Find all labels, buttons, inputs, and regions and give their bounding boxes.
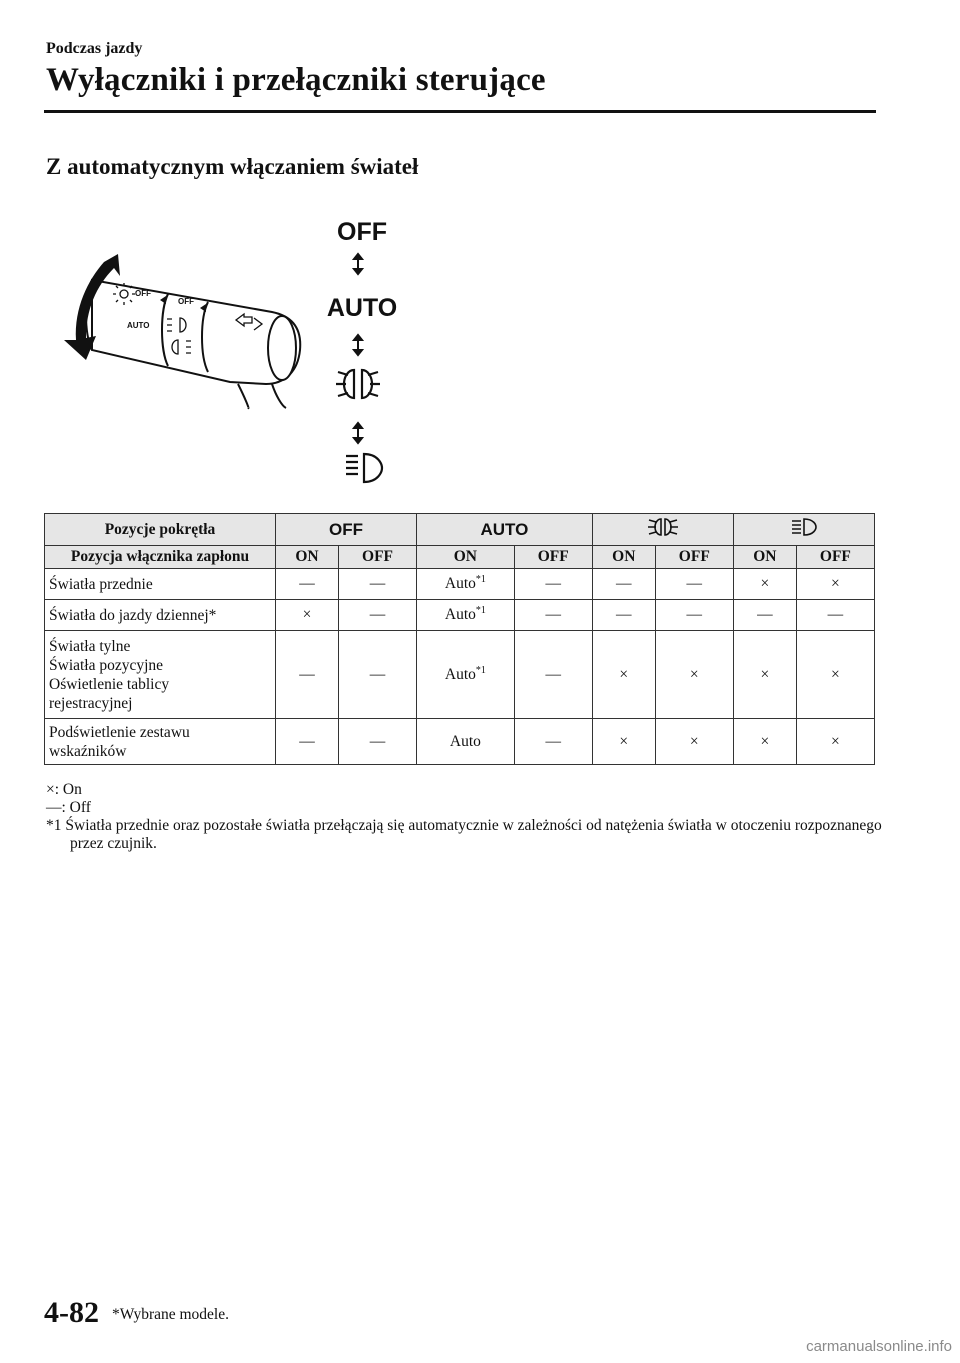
col-headlights <box>733 514 874 546</box>
light-position-table <box>44 513 875 765</box>
legend-off: —: Off <box>46 799 91 816</box>
table-row <box>45 600 875 631</box>
position-off-label: OFF <box>337 218 387 246</box>
cell: — <box>655 569 733 600</box>
table-row <box>45 569 875 600</box>
ignition-state: OFF <box>338 546 416 569</box>
cell: × <box>733 719 796 765</box>
cell: — <box>514 719 592 765</box>
cell: — <box>655 600 733 631</box>
ignition-state: OFF <box>796 546 874 569</box>
cell: — <box>338 631 416 719</box>
table-header-row <box>45 514 875 546</box>
double-arrow-icon <box>354 254 362 274</box>
row-label: Światła do jazdy dziennej* <box>45 600 276 631</box>
table-notes <box>46 781 890 853</box>
headlight-icon <box>789 516 819 538</box>
cell: Auto$^{*1}$ <box>417 569 515 600</box>
cell: Auto <box>417 719 515 765</box>
cell: × <box>592 719 655 765</box>
cell: — <box>338 600 416 631</box>
cell: × <box>733 569 796 600</box>
ignition-state: OFF <box>655 546 733 569</box>
knob-off2-label: OFF <box>178 297 194 306</box>
position-auto-label: AUTO <box>326 294 398 322</box>
legend-on: ×: On <box>46 781 82 798</box>
cell: × <box>655 631 733 719</box>
knob-off-label: OFF <box>135 289 151 298</box>
cell: — <box>796 600 874 631</box>
col-off: OFF <box>276 514 417 546</box>
cell: × <box>796 569 874 600</box>
cell: × <box>733 631 796 719</box>
cell: × <box>276 600 339 631</box>
table-ignition-row <box>45 546 875 569</box>
cell: — <box>592 600 655 631</box>
ignition-state: ON <box>592 546 655 569</box>
cell: — <box>338 569 416 600</box>
page-title: Wyłączniki i przełączniki sterujące <box>46 62 546 98</box>
col-parking-lights <box>592 514 733 546</box>
cell: — <box>514 631 592 719</box>
cell: Auto$^{*1}$ <box>417 600 515 631</box>
parking-lights-icon <box>646 516 680 538</box>
ignition-state: OFF <box>514 546 592 569</box>
knob-positions-header: Pozycje pokrętła <box>45 514 276 546</box>
subheading: Z automatycznym włączaniem świateł <box>46 154 419 179</box>
row-label: Światła tylne Światła pozycyjne Oświetlenie tablicy rejestracyjnej <box>45 631 276 719</box>
cell: — <box>592 569 655 600</box>
cell: × <box>796 719 874 765</box>
cell: — <box>514 600 592 631</box>
cell: — <box>276 719 339 765</box>
cell: × <box>655 719 733 765</box>
cell: Auto$^{*1}$ <box>417 631 515 719</box>
watermark: carmanualsonline.info <box>806 1338 952 1355</box>
ignition-header: Pozycja włącznika zapłonu <box>45 546 276 569</box>
row-label: Światła przednie <box>45 569 276 600</box>
cell: — <box>733 600 796 631</box>
cell: — <box>338 719 416 765</box>
row-label: Podświetlenie zestawu wskaźników <box>45 719 276 765</box>
page-number: 4-82 <box>44 1296 99 1329</box>
cell: — <box>514 569 592 600</box>
model-note: *Wybrane modele. <box>112 1306 229 1323</box>
ignition-state: ON <box>733 546 796 569</box>
table-row <box>45 631 875 719</box>
col-auto: AUTO <box>417 514 593 546</box>
ignition-state: ON <box>276 546 339 569</box>
headlight-icon <box>346 454 382 482</box>
footnote-1: *1 Światła przednie oraz pozostałe światła przełączają się automatycznie w zależności od natężenia światła w otoczeniu rozpoznanego przez czujnik. <box>46 817 882 852</box>
light-switch-illustration <box>40 200 420 490</box>
cell: — <box>276 569 339 600</box>
section-label: Podczas jazdy <box>46 40 143 57</box>
cell: — <box>276 631 339 719</box>
parking-lights-icon <box>336 370 380 398</box>
cell: × <box>592 631 655 719</box>
ignition-state: ON <box>417 546 515 569</box>
title-divider <box>44 110 876 113</box>
double-arrow-icon <box>354 423 362 443</box>
table-row <box>45 719 875 765</box>
knob-auto-label: AUTO <box>127 321 150 330</box>
cell: × <box>796 631 874 719</box>
double-arrow-icon <box>354 335 362 355</box>
